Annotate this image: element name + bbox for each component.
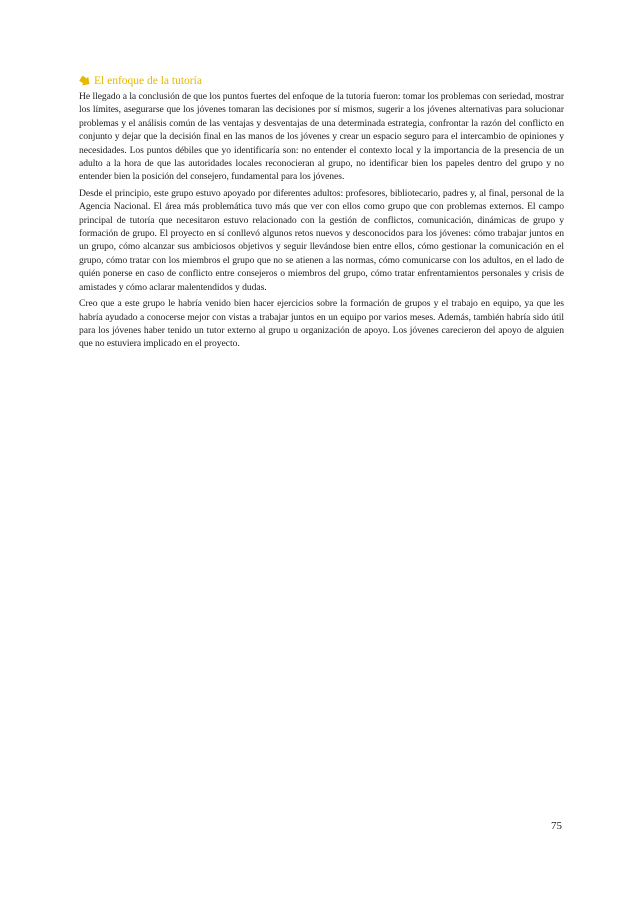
paragraph-3: Creo que a este grupo le habría venido bien hacer ejercicios sobre la formación de grupos y el trabajo en equipo, ya que les habría ayudado a conocerse mejor con vistas a trabajar juntos en un equipo por varios meses. Además, también habría sido útil para los jóvenes haber tenido un tutor externo al grupo u organización de apoyo. Los jóvenes carecieron del apoyo de alguien que no estuviera implicado en el proyecto.: [79, 298, 564, 350]
paragraph-1: He llegado a la conclusión de que los puntos fuertes del enfoque de la tutoría fueron: tomar los problemas con seriedad, mostrar los límites, asegurarse que los jóvenes tomaran las decisiones por sí mismos, sugerir a los jóvenes alternativas para solucionar problemas y el análisis común de las ventajas y desventajas de una determinada estrategia, confrontar la razón del conflicto en conjunto y dejar que la decisión final en las manos de los jóvenes y crear un espacio seguro para el intercambio de opiniones y necesidades. Los puntos débiles que yo identificaría son: no entender el contexto local y la importancia de la presencia de un adulto a la hora de que las autoridades locales reconocieran al grupo, no identificar bien los papeles dentro del grupo y no entender bien la posición del consejero, fundamental para los jóvenes.: [79, 91, 564, 183]
page-number: 75: [551, 820, 562, 832]
paragraph-2: Desde el principio, este grupo estuvo apoyado por diferentes adultos: profesores, bibliotecario, padres y, al final, personal de la Agencia Nacional. El área más problemática tuvo más que ver con ellos como grupo que con problemas externos. El campo principal de tutoría que necesitaron estuvo relacionado con la gestión de conflictos, comunicación, dinámicas de grupo y formación de grupo. El proyecto en sí conllevó algunos retos nuevos y desconocidos para los jóvenes: cómo trabajar juntos en un grupo, cómo alcanzar sus ambiciosos objetivos y seguir llevándose bien entre ellos, cómo gestionar la comunicación en el grupo, cómo tratar con los miembros el grupo que no se atienen a las normas, cómo comunicarse con los adultos, en el lado de quién ponerse en caso de conflicto entre consejeros o miembros del grupo, cómo tratar enfrentamientos personales y crisis de amistades y cómo aclarar malentendidos y dudas.: [79, 187, 564, 293]
section-heading-text: El enfoque de la tutoría: [94, 75, 202, 87]
page-content: [79, 73, 564, 354]
arrow-right-icon: [79, 75, 91, 87]
section-heading: [79, 73, 564, 89]
